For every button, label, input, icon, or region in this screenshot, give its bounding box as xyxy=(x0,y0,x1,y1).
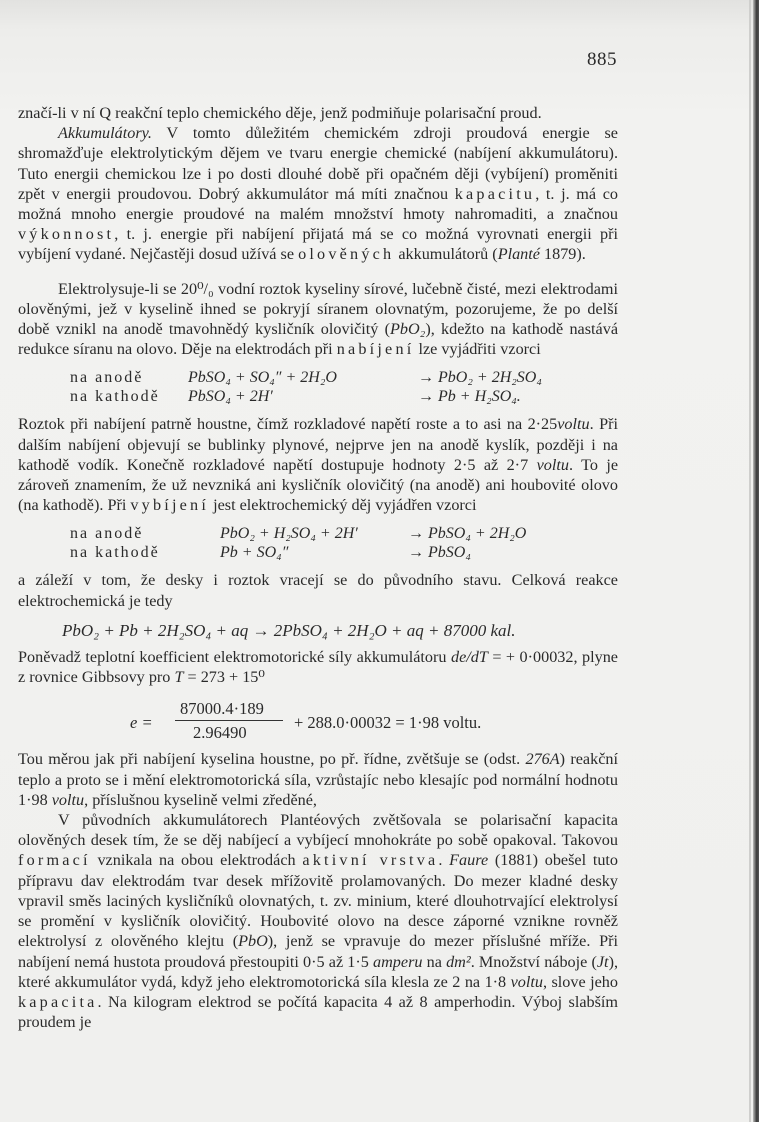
paragraph-charging: Roztok při nabíjení patrně houstne, čímž rozkladové napětí roste a to asi na 2·25voltu. Při dalším nabíjení objevují se bublinky plynové, nejprve jen na anodě kyslík, později i na kathodě vodík. Konečně rozkladové napětí dostupuje hodnoty 2·5 až 2·7 voltu. To je zároveň znamením, že už nevzniká ani kysličník olovičitý (na anodě) ani houbovité olovo (na kathodě). Při vybíjení jest elektrochemický děj vyjádřen vzorci xyxy=(18,415,618,515)
overall-reaction-equation: PbO₂ + Pb + 2H₂SO₄ + aq → 2PbSO₄ + 2H₂O + aq + 87000 kal. xyxy=(62,620,516,640)
equation-row-cathode: na kathodě PbSO₄ + 2H′ → Pb + H₂SO₄. xyxy=(70,388,521,406)
paragraph-acid-density: Tou měrou jak při nabíjení kyselina houstne, po př. řídne, zvětšuje se (odst. 276A) reakční teplo a proto se i mění elektromotorická síla, vzrůstajíc nebo klesajíc pod normální hodnotu 1·98 voltu, příslušnou kyselině velmi zředěné, xyxy=(18,750,618,809)
section-title: Akkumulátory. xyxy=(58,124,152,143)
term-vykonnost: výkonnost xyxy=(18,225,115,244)
paragraph-polarisation: značí-li v ní Q reakční teplo chemického děje, jenž podmiňuje polarisační proud. xyxy=(18,104,542,122)
charging-equations xyxy=(18,368,618,408)
term-olovenych: olověných xyxy=(298,245,395,264)
term-nabijeni: nabíjení xyxy=(336,340,415,359)
fraction-numerator: 87000.4·189 xyxy=(180,699,264,719)
paragraph-plante-faure: V původních akkumulátorech Plantéových zvětšovala se polarisační kapacita olověných desek tím, že se děj nabíjecí a vybíjecí mnohokráte po sobě opakoval. Takovou formací vznikala na obou elektrodách aktivní vrstva. Faure (1881) obešel tuto přípravu dav elektrodám tvar desek mřížovitě prolamovaných. Do mezer kladné desky vpravil směs laciných kysličníků olovnatých, t. zv. minium, které dlouhotrvající elektrolysí se promění v kysličník olovičitý. Houbovité olovo na desce záporné vznikne rovněž elektrolysí z olověného klejtu (PbO), jenž se vpravuje do mezer příslušné mříže. Při nabíjení nemá hustota proudová přestoupiti 0·5 až 1·5 amperu na dm². Množství náboje (Jt), které akkumulátor vydá, když jeho elektromotorická síla klesla ze 2 na 1·8 voltu, slove jeho kapacita. Na kilogram elektrod se počítá kapacita 4 až 8 amperhodin. Výboj slabším proudem je xyxy=(18,811,619,1032)
term-aktivni-vrstva: aktivní vrstva xyxy=(302,851,439,870)
fraction-denominator: 2.96490 xyxy=(193,723,247,743)
emf-formula: e = 87000.4·189 2.96490 + 288.0·00032 = 1·98 voltu. xyxy=(130,699,482,743)
paragraph-electrolysis: Elektrolysuje-li se 20⁰/₀ vodní roztok kyseliny sírové, lučebně čisté, mezi elektrodami olověnými, jež v kyselině ihned se pokryjí síranem olovnatým, pozorujeme, že po delší době vznikl na anodě tmavohnědý kysličník olovičitý (PbO₂), kdežto na kathodě nastává redukce síranu na olovo. Děje na elektrodách při nabíjení lze vyjádřiti vzorci xyxy=(18,279,618,359)
equation-row-anode: na anodě PbSO₄ + SO₄″ + 2H₂O → PbO₂ + 2H₂SO₄ xyxy=(70,369,542,387)
page-number: 885 xyxy=(587,49,617,70)
paragraph-gibbs: Poněvadž teplotní koefficient elektromotorické síly akkumulátoru de/dT = + 0·00032, plyne z rovnice Gibbsovy pro T = 273 + 15⁰ xyxy=(18,648,618,687)
body-text xyxy=(18,103,618,1032)
paragraph-return-state: a záleží v tom, že desky i roztok vracejí se do původního stavu. Celková reakce elektrochemická je tedy xyxy=(18,571,618,610)
term-formaci: formací xyxy=(18,851,91,870)
discharging-equations xyxy=(18,524,618,564)
page-fold-line xyxy=(749,0,751,1122)
fraction-bar xyxy=(175,720,283,721)
book-spine-edge xyxy=(753,0,759,1122)
equation-row-anode: na anodě PbO₂ + H₂SO₄ + 2H′ → PbSO₄ + 2H₂O xyxy=(70,525,527,543)
term-kapacitu: kapacitu xyxy=(454,184,536,203)
paragraph-accumulators: Akkumulátory. V tomto důležitém chemickém zdroji proudová energie se shromažďuje elektrolytickým dějem ve tvaru energie chemické (nabíjení akkumulátoru). Tuto energii chemickou lze i po dosti dlouhé době při opačném ději (vybíjení) proměniti zpět v energii proudovou. Dobrý akkumulátor má míti značnou kapacitu, t. j. má co možná mnoho energie proudové na malém množství hmoty nahromaditi, a značnou výkonnost, t. j. energie při nabíjení přijatá má se co možná vyrovnati energii při vybíjení vydané. Nejčastěji dosud užívá se olověných akkumulátorů (Planté 1879). xyxy=(18,124,618,264)
equation-row-cathode: na kathodě Pb + SO₄″ → PbSO₄ xyxy=(70,544,471,562)
term-kapacita: kapacita xyxy=(18,992,98,1011)
term-vybijeni: vybíjení xyxy=(130,496,210,515)
